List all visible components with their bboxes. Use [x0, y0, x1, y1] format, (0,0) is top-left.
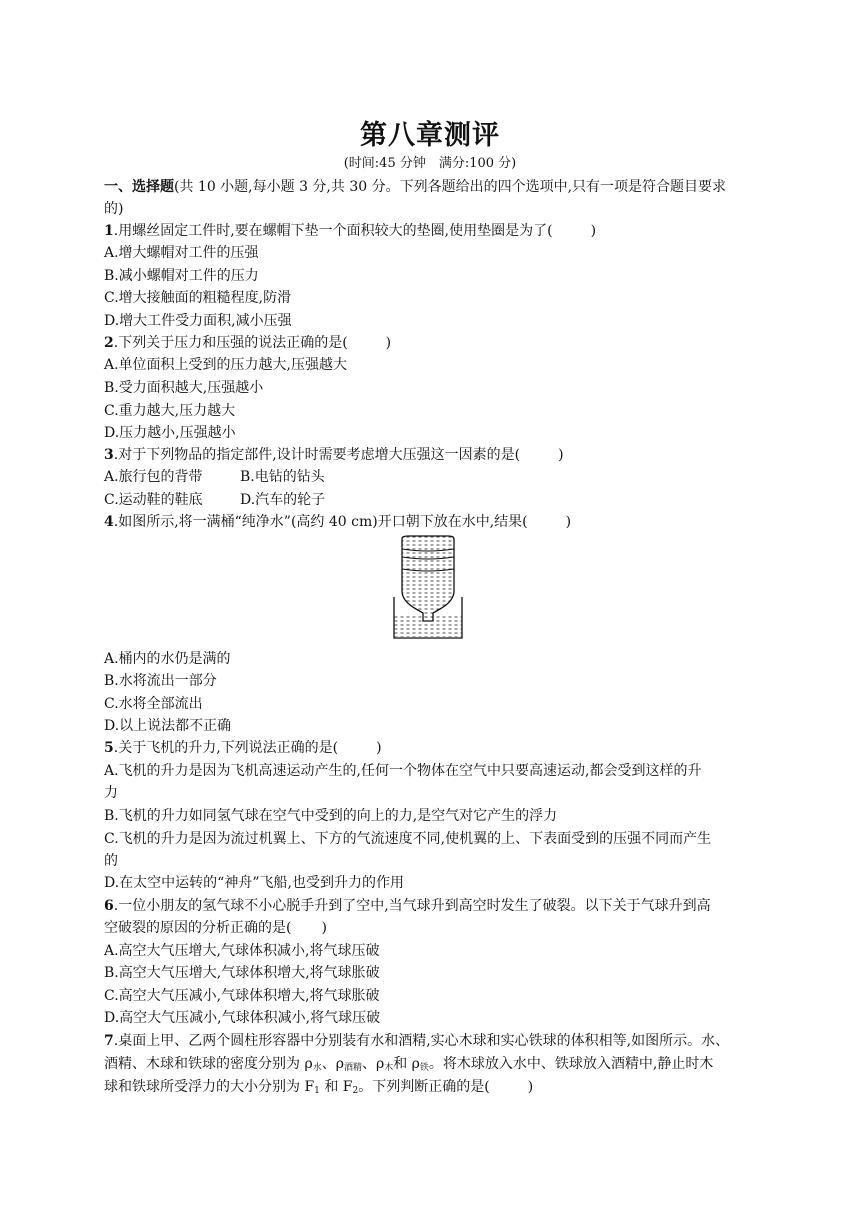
question-5-option-b: B.飞机的升力如同氢气球在空气中受到的向上的力,是空气对它产生的浮力	[104, 808, 558, 824]
inverted-water-bucket-figure	[388, 535, 468, 640]
question-1-option-b: B.减小螺帽对工件的压力	[104, 268, 259, 284]
question-3-option-c: C.运动鞋的鞋底	[104, 492, 203, 508]
page-title: 第八章测评	[360, 120, 500, 151]
question-text: .如图所示,将一满桶“纯净水”(高约 40 cm)开口朝下放在水中,结果(	[113, 514, 528, 530]
answer-paren: )	[527, 1079, 534, 1095]
text-segment: 。下列判断正确的是(	[358, 1079, 490, 1095]
subscript: 酒精	[343, 1063, 362, 1073]
question-5-option-c-cont: 的	[104, 853, 118, 869]
subscript: 1	[314, 1086, 320, 1096]
question-1-option-a: A.增大螺帽对工件的压强	[104, 245, 259, 261]
question-text: .桌面上甲、乙两个圆柱形容器中分别装有水和酒精,实心木球和实心铁球的体积相等,如图所示。水、	[113, 1033, 730, 1049]
text-segment: 和 F	[319, 1079, 353, 1095]
answer-paren: )	[321, 920, 327, 936]
answer-paren: )	[590, 223, 597, 239]
question-6-option-d: D.高空大气压减小,气球体积减小,将气球压破	[104, 1010, 381, 1026]
question-text: .用螺丝固定工件时,要在螺帽下垫一个面积较大的垫圈,使用垫圈是为了(	[113, 223, 553, 239]
question-number: 6	[104, 898, 114, 914]
subscript: 木	[384, 1063, 394, 1073]
question-2-option-d: D.压力越小,压强越小	[104, 425, 236, 441]
text-segment: 。将木球放入水中、铁球放入酒精中,静止时木	[428, 1056, 714, 1072]
section-description-cont: 的)	[104, 201, 124, 217]
question-5-option-c: C.飞机的升力是因为流过机翼上、下方的气流速度不同,使机翼的上、下表面受到的压强不同而产生	[104, 831, 712, 847]
question-3-option-b: B.电钻的钻头	[240, 469, 325, 485]
question-2-stem	[104, 332, 759, 354]
question-2-option-c: C.重力越大,压力越大	[104, 403, 236, 419]
question-3-options-row-2	[104, 489, 759, 511]
question-6-stem-cont	[104, 917, 759, 939]
question-5-stem	[104, 737, 759, 759]
text-segment: 球和铁球所受浮力的大小分别为 F	[104, 1079, 315, 1095]
question-text: .一位小朋友的氢气球不小心脱手升到了空中,当气球升到高空时发生了破裂。以下关于气球升到高	[113, 898, 711, 914]
answer-paren: )	[376, 740, 382, 756]
question-number: 3	[104, 447, 114, 463]
question-3-option-d: D.汽车的轮子	[240, 492, 326, 508]
question-1-option-d: D.增大工件受力面积,减小压强	[104, 313, 292, 329]
question-5-option-a: A.飞机的升力是因为飞机高速运动产生的,任何一个物体在空气中只要高速运动,都会受到这样的升	[104, 763, 702, 779]
question-4-stem	[104, 511, 759, 533]
exam-meta: (时间:45 分钟 满分:100 分)	[343, 156, 517, 171]
question-6-stem	[104, 895, 759, 917]
question-number: 1	[104, 223, 114, 239]
text-segment: 、ρ	[321, 1056, 344, 1072]
question-5-option-d: D.在太空中运转的“神舟”飞船,也受到升力的作用	[104, 875, 404, 891]
question-text: .关于飞机的升力,下列说法正确的是(	[113, 740, 339, 756]
question-2-option-b: B.受力面积越大,压强越小	[104, 380, 264, 396]
section-title: 一、选择题	[104, 179, 174, 195]
question-number: 2	[104, 335, 114, 351]
text-segment: 酒精、木球和铁球的密度分别为 ρ	[104, 1056, 313, 1072]
section-heading	[104, 176, 759, 198]
question-7-stem-line-3	[104, 1076, 759, 1102]
subscript: 水	[312, 1063, 322, 1073]
answer-paren: )	[385, 335, 392, 351]
question-text: 空破裂的原因的分析正确的是(	[104, 920, 292, 936]
question-6-option-c: C.高空大气压减小,气球体积增大,将气球胀破	[104, 988, 380, 1004]
question-3-stem	[104, 444, 759, 466]
question-1-option-c: C.增大接触面的粗糙程度,防滑	[104, 290, 292, 306]
bucket	[402, 536, 454, 621]
section-description: (共 10 小题,每小题 3 分,共 30 分。下列各题给出的四个选项中,只有一项是符合题目要求	[174, 179, 727, 195]
question-4-option-d: D.以上说法都不正确	[104, 718, 232, 734]
question-6-option-b: B.高空大气压增大,气球体积增大,将气球胀破	[104, 965, 380, 981]
subscript: 2	[352, 1086, 359, 1096]
question-number: 4	[104, 514, 114, 530]
question-text: .下列关于压力和压强的说法正确的是(	[113, 335, 348, 351]
question-7-stem	[104, 1030, 759, 1052]
question-4-option-c: C.水将全部流出	[104, 696, 203, 712]
question-3-options-row-1	[104, 466, 759, 488]
question-text: .对于下列物品的指定部件,设计时需要考虑增大压强这一因素的是(	[113, 447, 521, 463]
question-3-option-a: A.旅行包的背带	[104, 469, 203, 485]
subscript: 铁	[419, 1063, 429, 1073]
question-4-option-a: A.桶内的水仍是满的	[104, 651, 231, 667]
question-5-option-a-cont: 力	[104, 785, 118, 801]
question-2-option-a: A.单位面积上受到的压力越大,压强越大	[104, 357, 348, 373]
question-number: 7	[104, 1033, 114, 1049]
text-segment: 、ρ	[361, 1056, 385, 1072]
text-segment: 和 ρ	[393, 1056, 420, 1072]
answer-paren: )	[565, 514, 572, 530]
question-number: 5	[104, 740, 114, 756]
question-6-option-a: A.高空大气压增大,气球体积减小,将气球压破	[104, 943, 380, 959]
question-4-option-b: B.水将流出一部分	[104, 673, 217, 689]
answer-paren: )	[558, 447, 564, 463]
question-1-stem	[104, 220, 759, 242]
